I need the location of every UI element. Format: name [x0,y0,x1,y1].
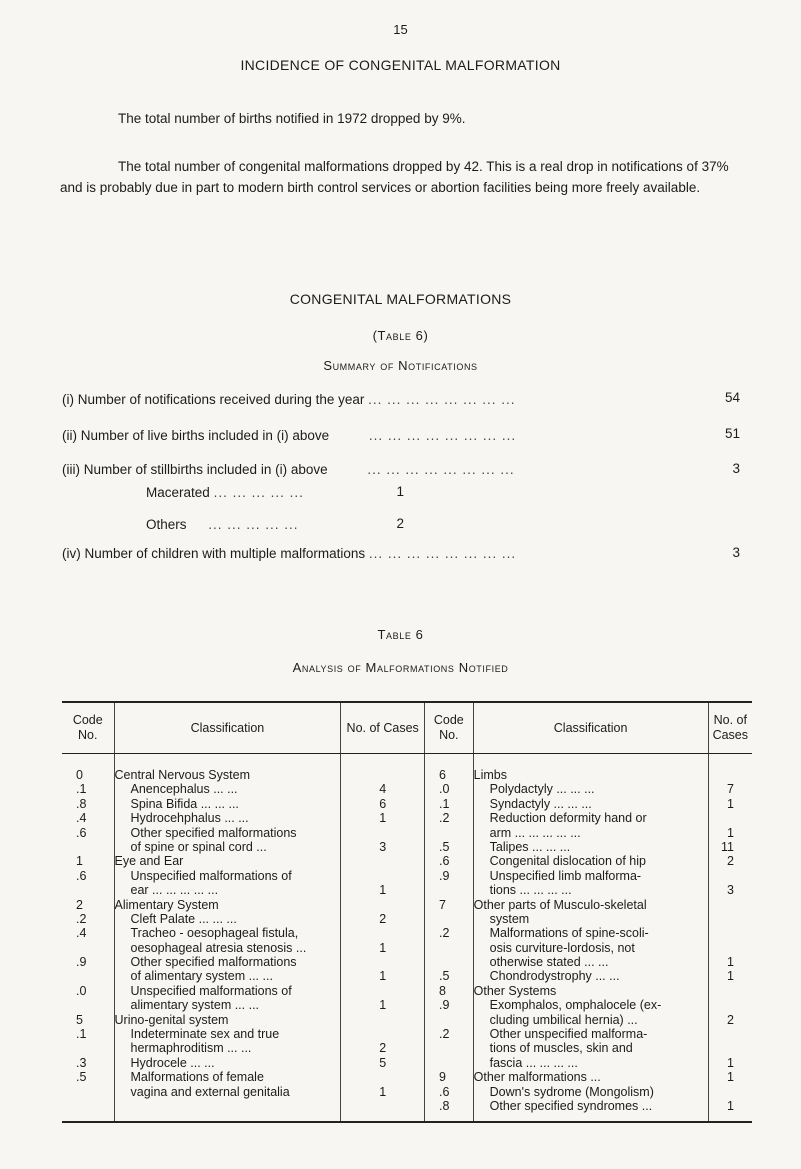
cases-cell: 2 [727,854,734,869]
left-code-column [62,754,114,1123]
para1-text: The total number of births notified in 1972 dropped by 9%. [118,111,466,126]
code-cell: .5 [438,839,450,854]
summary-line-ii [62,428,516,443]
intro-paragraph-1 [60,108,750,129]
code-cell: 0 [76,768,83,782]
summary-title: Summary of Notifications [323,358,478,373]
cases-cell [341,926,424,940]
header-classification: Classification [114,702,341,754]
code-cell [62,941,114,955]
classification-cell: Alimentary System [114,897,219,912]
cases-cell: 2 [727,1012,734,1027]
summary-label: Others [146,517,187,532]
cases-cell: 1 [727,1055,734,1070]
code-cell [62,1099,114,1113]
cases-cell: 3 [379,839,387,854]
cases-cell [709,941,752,955]
code-cell: .2 [438,926,450,941]
cases-cell [341,1013,424,1027]
classification-cell: system [489,911,530,926]
code-cell: 8 [438,983,446,998]
code-cell: .9 [438,998,450,1013]
classification-cell: Eye and Ear [114,854,184,869]
leader-dots: ... ... ... ... ... [213,485,304,500]
classification-cell [115,1099,341,1113]
right-code-column [424,754,473,1123]
classification-cell: Exomphalos, omphalocele (ex- [489,998,662,1013]
header-classification: Classification [473,702,708,754]
cases-cell [341,1027,424,1041]
cases-cell: 5 [379,1055,387,1070]
summary-label: (iv) Number of children with multiple malformations [62,546,366,561]
code-cell [425,1056,473,1070]
code-cell: .1 [76,1027,87,1042]
summary-value: 3 [732,461,740,476]
code-cell [425,955,473,969]
summary-value: 54 [724,390,740,405]
code-cell [425,1013,473,1027]
code-cell [62,1085,114,1099]
page-heading: INCIDENCE OF CONGENITAL MALFORMATION [240,57,561,73]
cases-cell: 6 [379,796,387,811]
code-cell [62,969,114,983]
classification-cell: Chondrodystrophy ... ... [489,969,620,984]
cases-cell [341,826,424,840]
cases-cell [709,1085,752,1099]
summary-label: (ii) Number of live births included in (i) above [62,428,330,443]
cases-cell [341,1070,424,1084]
malformations-table [62,701,752,1123]
code-cell: .0 [76,983,87,998]
classification-cell: tions ... ... ... ... [489,883,572,898]
cases-cell: 1 [727,1070,734,1085]
cases-cell [709,768,752,782]
table-title: Analysis of Malformations Notified [292,660,509,675]
header-cases: No. of Cases [708,702,752,754]
cases-cell [709,984,752,998]
summary-label: Macerated [146,485,210,500]
cases-cell [709,811,752,825]
left-cases-column [341,754,425,1123]
code-cell: 6 [438,768,446,782]
cases-cell [341,1099,424,1113]
classification-cell: arm ... ... ... ... ... [489,825,581,840]
code-cell [425,941,473,955]
classification-cell: Limbs [473,768,507,782]
cases-cell [341,898,424,912]
classification-cell: Other specified malformations [130,955,297,970]
header-code: Code No. [424,702,473,754]
code-cell: .2 [438,1027,450,1042]
classification-cell: Indeterminate sex and true [130,1027,280,1042]
classification-cell: Other specified syndromes ... [489,1098,653,1113]
page-number: 15 [393,22,408,37]
summary-value: 3 [732,545,740,560]
classification-cell: Spina Bifida ... ... ... [130,796,239,811]
classification-cell: of spine or spinal cord ... [130,839,267,854]
header-code: Code No. [62,702,114,754]
classification-cell: Malformations of spine-scoli- [489,926,649,941]
summary-line-i [62,392,515,407]
classification-cell: Other unspecified malforma- [489,1027,648,1042]
cases-cell [341,869,424,883]
section-title: CONGENITAL MALFORMATIONS [289,291,512,307]
leader-dots: ... ... ... ... ... ... ... ... [367,462,515,477]
classification-cell: Tracheo - oesophageal fistula, [130,926,299,941]
cases-cell [341,768,424,782]
classification-cell: Hydrocehphalus ... ... [130,811,249,826]
header-cases: No. of Cases [341,702,425,754]
cases-cell: 1 [727,796,734,811]
classification-cell: Hydrocele ... ... [130,1055,215,1070]
classification-cell: Syndactyly ... ... ... [489,796,592,811]
cases-cell: 1 [379,940,387,955]
classification-cell: Urino-genital system [114,1012,229,1027]
code-cell: .2 [76,911,87,926]
classification-cell: Other Systems [473,983,557,998]
code-cell: .5 [76,1070,87,1085]
code-cell: .6 [438,854,450,869]
code-cell: 7 [438,897,446,912]
classification-cell: Other parts of Musculo-skeletal [473,897,647,912]
code-cell: .9 [76,955,87,970]
cases-cell: 2 [379,911,387,926]
cases-cell: 7 [727,782,734,797]
code-cell: .6 [76,868,87,883]
classification-cell: Polydactyly ... ... ... [489,782,595,797]
cases-cell: 11 [721,839,734,854]
code-cell: 9 [438,1070,446,1085]
code-cell [62,840,114,854]
cases-cell: 3 [727,883,734,898]
right-classification-column [473,754,708,1123]
cases-cell: 1 [379,969,387,984]
code-cell: .4 [76,926,87,941]
summary-line-others [146,517,299,532]
leader-dots: ... ... ... ... ... [208,517,299,532]
summary-line-iii [62,462,515,477]
classification-cell: Unspecified malformations of [130,983,292,998]
cases-cell [709,926,752,940]
code-cell [425,912,473,926]
code-cell: .6 [438,1084,450,1099]
code-cell: .4 [76,811,87,826]
classification-cell: ear ... ... ... ... ... [130,883,219,898]
summary-value: 51 [724,426,740,441]
classification-cell: Central Nervous System [114,768,250,782]
cases-cell: 1 [379,883,387,898]
summary-label: (i) Number of notifications received during the year [62,392,365,407]
summary-line-iv [62,546,516,561]
intro-paragraph-2: The total number of congenital malformations dropped by 42. This is a real drop in notifications of 37% and is probably due in part to modern birth control services or abortion facilities being more freely available. [60,159,729,195]
code-cell [62,998,114,1012]
code-cell: .1 [438,796,450,811]
leader-dots: ... ... ... ... ... ... ... ... [368,392,516,407]
code-cell [425,826,473,840]
cases-cell [341,854,424,868]
classification-cell: Other specified malformations [130,825,297,840]
classification-cell: Unspecified limb malforma- [489,868,642,883]
summary-value: 2 [396,516,404,531]
classification-cell: oesophageal atresia stenosis ... [130,940,307,955]
code-cell: .8 [76,796,87,811]
cases-cell [341,955,424,969]
cases-cell: 1 [379,1084,387,1099]
cases-cell [709,1027,752,1041]
code-cell [62,1041,114,1055]
leader-dots: ... ... ... ... ... ... ... ... [368,546,517,561]
cases-cell: 1 [727,969,734,984]
cases-cell [341,984,424,998]
classification-cell: fascia ... ... ... ... [489,1055,578,1070]
cases-cell [709,1041,752,1055]
cases-cell [709,898,752,912]
classification-cell: of alimentary system ... ... [130,969,273,984]
cases-cell: 1 [727,955,734,970]
cases-cell: 1 [379,811,387,826]
classification-cell: Anencephalus ... ... [130,782,238,797]
code-cell: .5 [438,969,450,984]
cases-cell [709,869,752,883]
summary-line-macerated [146,485,304,500]
classification-cell: hermaphroditism ... ... [130,1041,252,1056]
cases-cell: 2 [379,1041,387,1056]
code-cell: .0 [438,782,450,797]
code-cell: .1 [76,782,87,797]
code-cell: .2 [438,811,450,826]
code-cell: 2 [76,897,83,912]
code-cell: .8 [438,1098,450,1113]
right-cases-column [708,754,752,1123]
classification-cell: Talipes ... ... ... [489,839,571,854]
cases-cell [709,912,752,926]
classification-cell: Cleft Palate ... ... ... [130,911,237,926]
classification-cell: cluding umbilical hernia) ... [489,1012,638,1027]
classification-cell: vagina and external genitalia [130,1084,290,1099]
code-cell [425,1041,473,1055]
classification-cell: Reduction deformity hand or [489,811,647,826]
code-cell: .3 [76,1055,87,1070]
classification-cell: tions of muscles, skin and [489,1041,633,1056]
table-reference: (Table 6) [372,328,429,343]
cases-cell: 4 [379,782,387,797]
classification-cell: Unspecified malformations of [130,868,292,883]
cases-cell: 1 [727,1098,734,1113]
classification-cell: Other malformations ... [473,1070,601,1085]
summary-value: 1 [396,484,404,499]
code-cell: .6 [76,825,87,840]
cases-cell [709,998,752,1012]
classification-cell: Congenital dislocation of hip [489,854,646,869]
code-cell [62,883,114,897]
code-cell [425,883,473,897]
left-classification-column [114,754,341,1123]
code-cell: 5 [76,1012,83,1027]
cases-cell: 1 [379,998,387,1013]
classification-cell: osis curviture-lordosis, not [489,940,635,955]
classification-cell: otherwise stated ... ... [489,955,609,970]
code-cell: .9 [438,868,450,883]
classification-cell: Malformations of female [130,1070,264,1085]
classification-cell: alimentary system ... ... [130,998,260,1013]
summary-label: (iii) Number of stillbirths included in (i) above [62,462,328,477]
leader-dots: ... ... ... ... ... ... ... ... [368,428,517,443]
cases-cell: 1 [727,825,734,840]
table-label: Table 6 [377,627,424,642]
code-cell: 1 [76,854,83,869]
classification-cell: Down's sydrome (Mongolism) [489,1084,654,1099]
